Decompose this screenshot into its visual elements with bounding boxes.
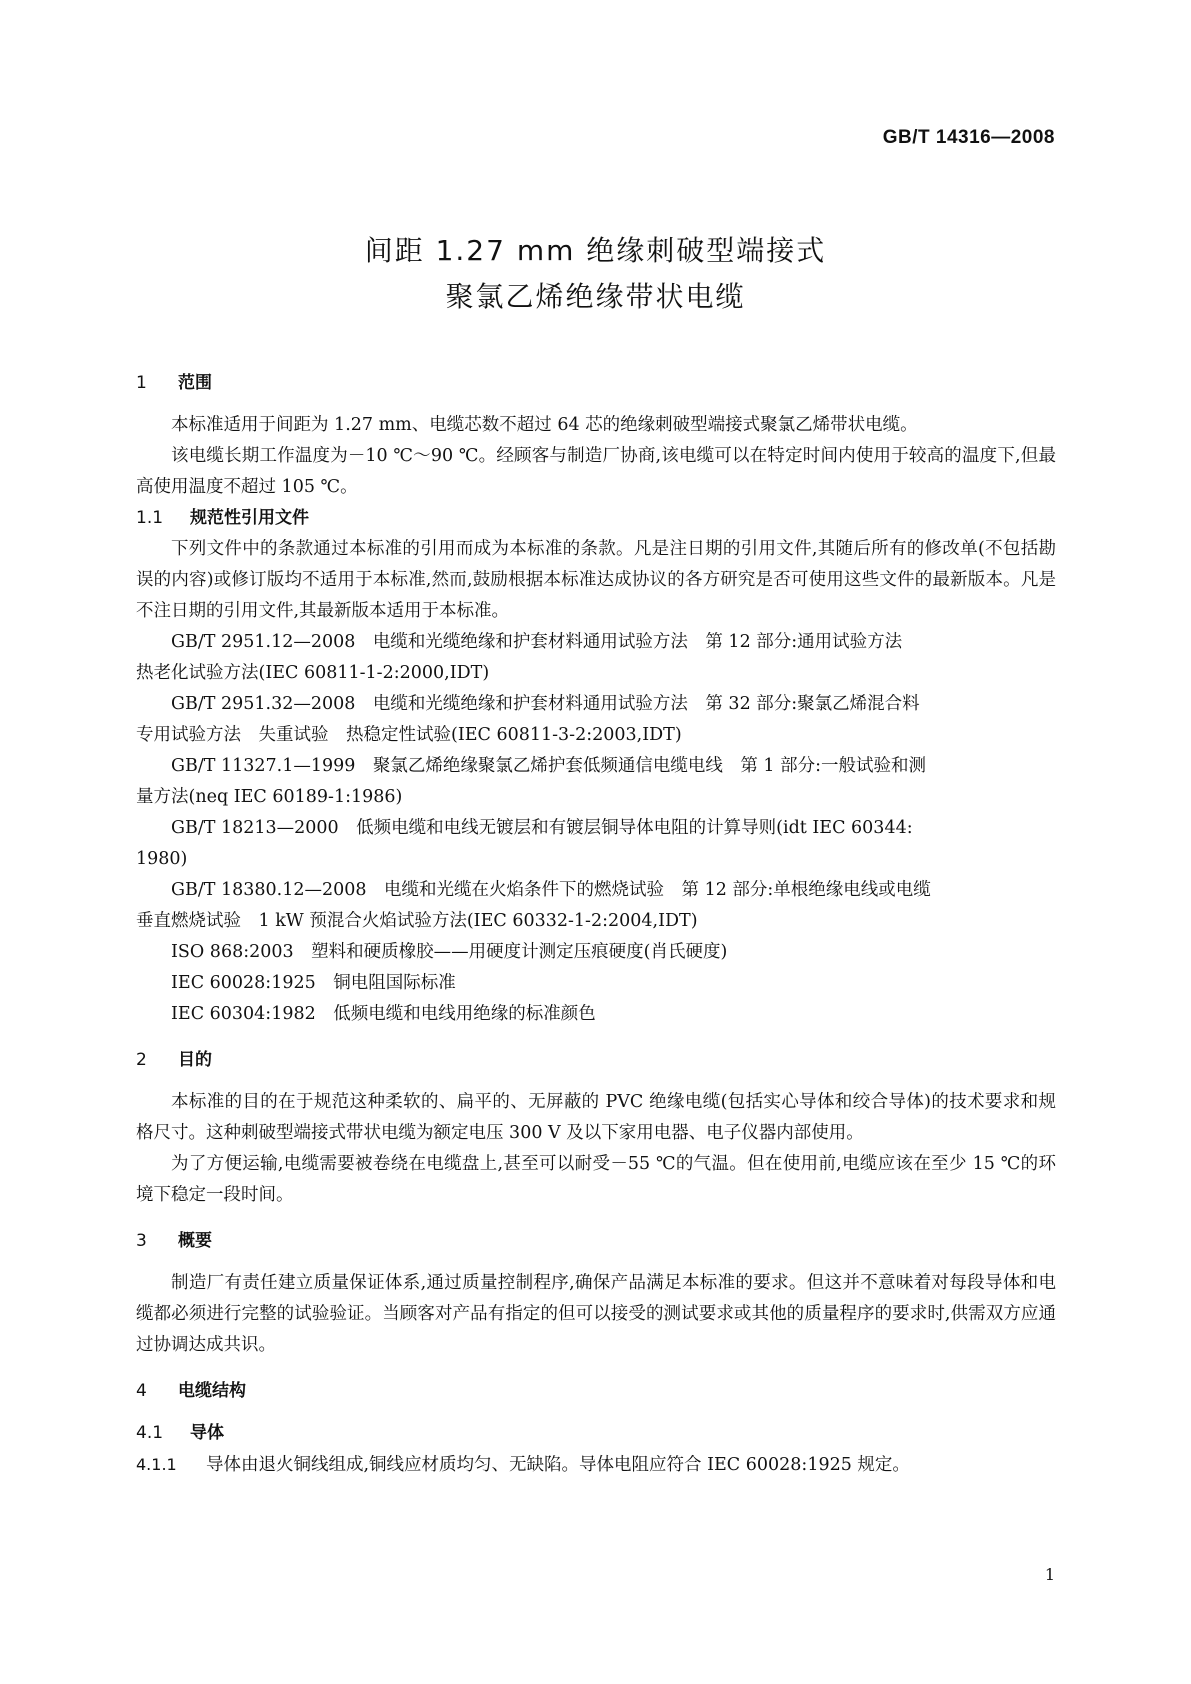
paragraph: 下列文件中的条款通过本标准的引用而成为本标准的条款。凡是注日期的引用文件,其随后所有的修改单(不包括勘误的内容)或修订版均不适用于本标准,然而,鼓励根据本标准达成协议的各方研究是否可使用这些文件的最新版本。凡是不注日期的引用文件,其最新版本适用于本标准。 <box>136 539 1056 621</box>
standard-number: GB/T 14316—2008 <box>882 127 1055 148</box>
reference-line: 1980) <box>136 849 188 869</box>
reference-item <box>136 937 1056 968</box>
reference-line: 垂直燃烧试验 1 kW 预混合火焰试验方法(IEC 60332-1-2:2004,IDT) <box>136 911 698 931</box>
section-heading-1 <box>136 368 1056 399</box>
reference-line: GB/T 18380.12—2008 电缆和光缆在火焰条件下的燃烧试验 第 12 部分:单根绝缘电线或电缆 <box>171 880 931 900</box>
reference-line: GB/T 2951.12—2008 电缆和光缆绝缘和护套材料通用试验方法 第 12 部分:通用试验方法 <box>171 632 903 652</box>
reference-item <box>136 968 1056 999</box>
section-number: 1 <box>136 373 147 393</box>
paragraph: 该电缆长期工作温度为－10 ℃～90 ℃。经顾客与制造厂协商,该电缆可以在特定时间内使用于较高的温度下,但最高使用温度不超过 105 ℃。 <box>136 446 1056 497</box>
section-heading-4 <box>136 1376 1056 1407</box>
page-number: 1 <box>1044 1565 1055 1584</box>
section-title: 目的 <box>178 1050 212 1070</box>
section-title: 导体 <box>190 1423 224 1443</box>
section-heading-4-1 <box>136 1418 1056 1449</box>
paragraph: 制造厂有责任建立质量保证体系,通过质量控制程序,确保产品满足本标准的要求。但这并不意味着对每段导体和电缆都必须进行完整的试验验证。当顾客对产品有指定的但可以接受的测试要求或其他的质量程序的要求时,供需双方应通过协调达成共识。 <box>136 1273 1056 1355</box>
reference-line: 专用试验方法 失重试验 热稳定性试验(IEC 60811-3-2:2003,IDT) <box>136 725 682 745</box>
clause-4-1-1 <box>136 1449 1056 1481</box>
reference-line: IEC 60028:1925 铜电阻国际标准 <box>171 973 456 993</box>
section-title: 范围 <box>178 373 212 393</box>
title-line-2: 聚氯乙烯绝缘带状电缆 <box>445 280 746 313</box>
section-number: 2 <box>136 1050 147 1070</box>
reference-line: GB/T 11327.1—1999 聚氯乙烯绝缘聚氯乙烯护套低频通信电缆电线 第 1 部分:一般试验和测 <box>171 756 927 776</box>
section-number: 4 <box>136 1381 147 1401</box>
section-title: 电缆结构 <box>178 1381 246 1401</box>
reference-line: 热老化试验方法(IEC 60811-1-2:2000,IDT) <box>136 663 490 683</box>
reference-item <box>136 689 1056 751</box>
paragraph: 为了方便运输,电缆需要被卷绕在电缆盘上,甚至可以耐受－55 ℃的气温。但在使用前,电缆应该在至少 15 ℃的环境下稳定一段时间。 <box>136 1154 1056 1205</box>
title-line-1: 间距 1.27 mm 绝缘刺破型端接式 <box>364 234 827 267</box>
reference-item <box>136 627 1056 689</box>
section-heading-3 <box>136 1226 1056 1257</box>
section-number: 3 <box>136 1231 147 1251</box>
reference-item <box>136 751 1056 813</box>
reference-line: IEC 60304:1982 低频电缆和电线用绝缘的标准颜色 <box>171 1004 596 1024</box>
reference-item <box>136 813 1056 875</box>
paragraph: 本标准适用于间距为 1.27 mm、电缆芯数不超过 64 芯的绝缘刺破型端接式聚氯乙烯带状电缆。 <box>171 415 918 435</box>
clause-text: 导体由退火铜线组成,铜线应材质均匀、无缺陷。导体电阻应符合 IEC 60028:1925 规定。 <box>206 1455 910 1475</box>
reference-line: GB/T 2951.32—2008 电缆和光缆绝缘和护套材料通用试验方法 第 32 部分:聚氯乙烯混合料 <box>171 694 920 714</box>
reference-item <box>136 875 1056 937</box>
section-number: 4.1 <box>136 1423 164 1443</box>
document-title <box>0 228 1191 320</box>
reference-line: ISO 868:2003 塑料和硬质橡胶——用硬度计测定压痕硬度(肖氏硬度) <box>171 942 728 962</box>
document-body <box>136 368 1056 1481</box>
section-title: 规范性引用文件 <box>190 508 309 528</box>
reference-line: 量方法(neq IEC 60189-1:1986) <box>136 787 403 807</box>
section-heading-1-1 <box>136 503 1056 534</box>
paragraph: 本标准的目的在于规范这种柔软的、扁平的、无屏蔽的 PVC 绝缘电缆(包括实心导体和绞合导体)的技术要求和规格尺寸。这种刺破型端接式带状电缆为额定电压 300 V 及以下家用电器、电子仪器内部使用。 <box>136 1092 1056 1143</box>
section-heading-2 <box>136 1045 1056 1076</box>
clause-number: 4.1.1 <box>136 1455 177 1474</box>
section-number: 1.1 <box>136 508 164 528</box>
reference-line: GB/T 18213—2000 低频电缆和电线无镀层和有镀层铜导体电阻的计算导则(idt IEC 60344: <box>171 818 913 838</box>
reference-item <box>136 999 1056 1030</box>
section-title: 概要 <box>178 1231 212 1251</box>
